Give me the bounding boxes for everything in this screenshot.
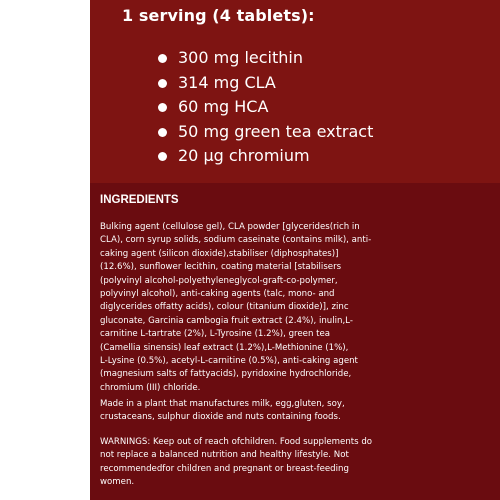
serving-list	[158, 48, 373, 171]
serving-item-label: 300 mg lecithin	[178, 48, 303, 67]
ingredients-panel	[90, 183, 500, 500]
serving-title: 1 serving (4 tablets):	[122, 6, 315, 25]
serving-item-label: 314 mg CLA	[178, 72, 276, 92]
bullet-icon	[158, 128, 167, 137]
serving-item-chromium	[158, 146, 373, 171]
bullet-icon	[158, 54, 167, 63]
ingredients-heading: INGREDIENTS	[100, 194, 179, 206]
serving-item-label: 20 µg chromium	[178, 146, 310, 165]
allergen-notice: Made in a plant that manufactures milk, egg,gluten, soy, crustaceans, sulphur dioxide and nuts containing foods.	[100, 399, 345, 423]
bullet-icon	[158, 152, 167, 161]
serving-item-label: 60 mg HCA	[178, 97, 269, 116]
serving-item-lecithin	[158, 48, 373, 73]
bullet-icon	[158, 79, 167, 88]
warnings-text: WARNINGS: Keep out of reach ofchildren. Food supplements do not replace a balanced nutrition and healthy lifestyle. Not recommendedfor children and pregnant or breast-feeding women.	[100, 437, 373, 488]
serving-item-cla	[158, 73, 373, 98]
serving-item-hca	[158, 97, 373, 122]
bullet-icon	[158, 103, 167, 112]
serving-item-green-tea	[158, 122, 373, 147]
ingredients-text: Bulking agent (cellulose gel), CLA powder [glycerides(rich in CLA), corn syrup solids, sodium caseinate (contains milk), anti- caking agent (silicon dioxide),stabiliser (diphosphates)] (12.6%), sunflower lecithin, coating material [stabilisers (polyvinyl alcohol-polyethyleneglycol-graft-co-polymer, polyvinyl alcohol), anti-caking agents (talc, mono- and diglycerides offatty acids), colour (titanium dioxide)], zinc gluconate, Garcinia cambogia fruit extract (2.4%), inulin,L- carnitine L-tartrate (2%), L-Tyrosine (1.2%), green tea (Camellia sinensis) leaf extract (1.2%),L-Methionine (1%), L-Lysine (0.5%), acetyl-L-carnitine (0.5%), anti-caking agent (magnesium salts of fattyacids), pyridoxine hydrochloride, chromium (III) chloride.	[100, 222, 372, 393]
serving-item-label: 50 mg green tea extract	[178, 121, 374, 141]
serving-panel	[90, 0, 500, 183]
